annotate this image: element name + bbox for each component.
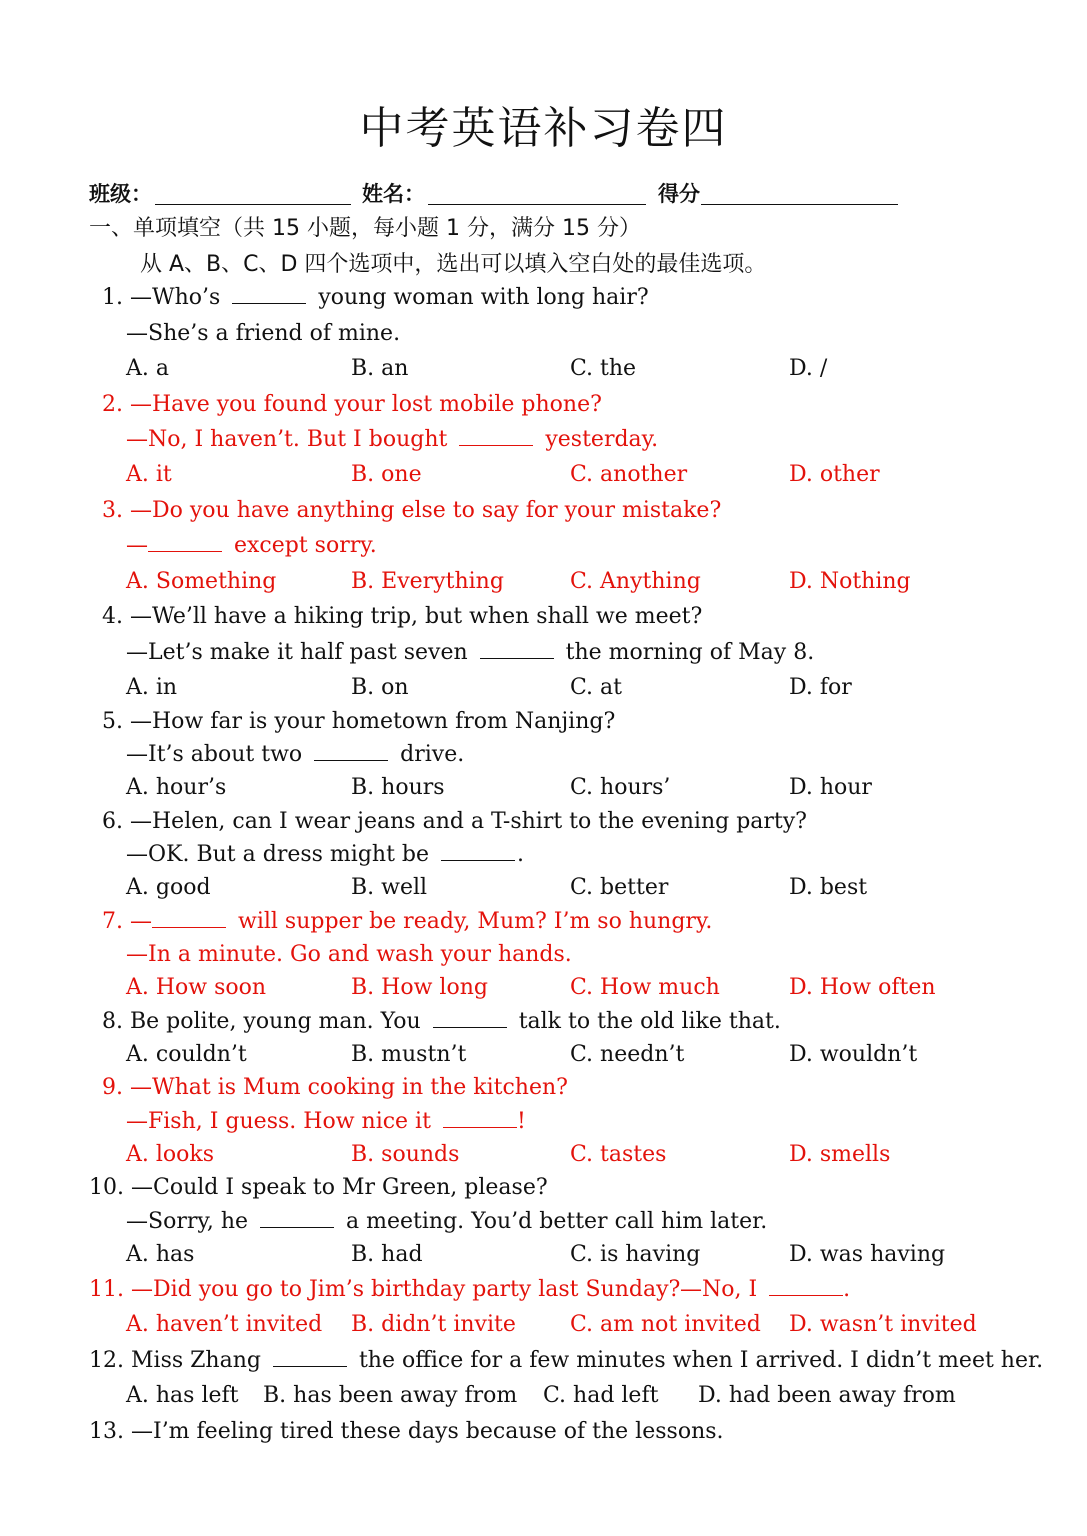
option-d[interactable]: D. Nothing: [789, 569, 911, 594]
option-a[interactable]: A. looks: [126, 1142, 215, 1167]
option-d[interactable]: D. wasn’t invited: [789, 1312, 977, 1337]
option-c[interactable]: C. another: [570, 462, 688, 487]
option-b[interactable]: B. How long: [351, 975, 488, 1000]
option-a[interactable]: A. it: [126, 462, 172, 487]
option-b[interactable]: B. had: [351, 1242, 423, 1267]
option-c[interactable]: C. at: [570, 675, 622, 700]
student-info-row: [89, 178, 989, 210]
option-c[interactable]: C. needn’t: [570, 1042, 685, 1067]
answer-blank[interactable]: [459, 427, 533, 446]
option-b[interactable]: B. well: [351, 875, 428, 900]
option-c[interactable]: C. tastes: [570, 1142, 667, 1167]
option-b[interactable]: B. sounds: [351, 1142, 460, 1167]
question-3-line-1: 3. —Do you have anything else to say for your mistake?: [102, 498, 722, 523]
question-5-line-2: —It’s about two drive.: [126, 742, 465, 767]
option-b[interactable]: B. an: [351, 356, 409, 381]
question-7-line-2: —In a minute. Go and wash your hands.: [126, 942, 572, 967]
option-b[interactable]: B. on: [351, 675, 409, 700]
option-a[interactable]: A. How soon: [126, 975, 267, 1000]
option-d[interactable]: D. other: [789, 462, 880, 487]
question-6-line-1: 6. —Helen, can I wear jeans and a T-shirt to the evening party?: [102, 809, 807, 834]
option-a[interactable]: A. hour’s: [126, 775, 227, 800]
option-b[interactable]: B. didn’t invite: [351, 1312, 516, 1337]
question-8-line-1: 8. Be polite, young man. You talk to the old like that.: [102, 1009, 781, 1034]
question-11-response: —No, I .: [680, 1277, 851, 1302]
option-c[interactable]: C. had left: [543, 1383, 659, 1408]
name-blank[interactable]: [428, 204, 646, 205]
question-10-line-2: —Sorry, he a meeting. You’d better call him later.: [126, 1209, 768, 1234]
answer-blank[interactable]: [433, 1009, 507, 1028]
option-d[interactable]: D. smells: [789, 1142, 891, 1167]
answer-blank[interactable]: [152, 909, 226, 928]
question-7-line-1: 7. — will supper be ready, Mum? I’m so hungry.: [102, 909, 713, 934]
option-d[interactable]: D. best: [789, 875, 868, 900]
option-a[interactable]: A. a: [126, 356, 169, 381]
question-2-line-2: —No, I haven’t. But I bought yesterday.: [126, 427, 659, 452]
name-label: 姓名：: [362, 182, 425, 206]
answer-blank[interactable]: [148, 533, 222, 552]
question-13-line-1: 13. —I’m feeling tired these days because of the lessons.: [89, 1419, 724, 1444]
option-c[interactable]: C. Anything: [570, 569, 701, 594]
question-6-line-2: —OK. But a dress might be .: [126, 842, 525, 867]
question-12-line-1: 12. Miss Zhang the office for a few minutes when I arrived. I didn’t meet her.: [89, 1348, 1044, 1373]
class-blank[interactable]: [155, 204, 351, 205]
answer-blank[interactable]: [443, 1109, 517, 1128]
question-2-line-1: 2. —Have you found your lost mobile phone?: [102, 392, 602, 417]
answer-blank[interactable]: [260, 1209, 334, 1228]
option-a[interactable]: A. in: [126, 675, 178, 700]
question-1-line-1: 1. —Who’s young woman with long hair?: [102, 285, 649, 310]
option-c[interactable]: C. How much: [570, 975, 720, 1000]
question-3-line-2: — except sorry.: [126, 533, 377, 558]
option-d[interactable]: D. hour: [789, 775, 872, 800]
option-c[interactable]: C. am not invited: [570, 1312, 761, 1337]
question-4-line-1: 4. —We’ll have a hiking trip, but when shall we meet?: [102, 604, 703, 629]
score-label: 得分: [658, 182, 700, 206]
section-heading: 一、单项填空（共 15 小题，每小题 1 分，满分 15 分）: [89, 216, 641, 241]
option-d[interactable]: D. for: [789, 675, 852, 700]
option-c[interactable]: C. the: [570, 356, 637, 381]
answer-blank[interactable]: [273, 1348, 347, 1367]
option-c[interactable]: C. better: [570, 875, 669, 900]
option-b[interactable]: B. Everything: [351, 569, 504, 594]
page-title: 中考英语补习卷四: [359, 103, 728, 154]
option-a[interactable]: A. Something: [126, 569, 277, 594]
question-9-line-1: 9. —What is Mum cooking in the kitchen?: [102, 1075, 568, 1100]
option-c[interactable]: C. hours’: [570, 775, 671, 800]
option-c[interactable]: C. is having: [570, 1242, 701, 1267]
answer-blank[interactable]: [480, 640, 554, 659]
question-4-line-2: —Let’s make it half past seven the morning of May 8.: [126, 640, 815, 665]
answer-blank[interactable]: [441, 842, 515, 861]
answer-blank[interactable]: [314, 742, 388, 761]
answer-blank[interactable]: [232, 285, 306, 304]
option-d[interactable]: D. was having: [789, 1242, 946, 1267]
option-b[interactable]: B. hours: [351, 775, 445, 800]
question-5-line-1: 5. —How far is your hometown from Nanjing?: [102, 709, 616, 734]
class-label: 班级：: [89, 182, 152, 206]
option-d[interactable]: D. had been away from: [698, 1383, 956, 1408]
option-d[interactable]: D. How often: [789, 975, 936, 1000]
option-b[interactable]: B. has been away from: [263, 1383, 518, 1408]
option-a[interactable]: A. good: [126, 875, 211, 900]
option-d[interactable]: D. wouldn’t: [789, 1042, 918, 1067]
question-11-line-1: 11. —Did you go to Jim’s birthday party last Sunday?: [89, 1277, 681, 1302]
option-b[interactable]: B. one: [351, 462, 422, 487]
question-9-line-2: —Fish, I guess. How nice it !: [126, 1109, 526, 1134]
section-instruction: 从 A、B、C、D 四个选项中，选出可以填入空白处的最佳选项。: [140, 252, 767, 277]
option-d[interactable]: D. /: [789, 356, 828, 381]
answer-blank[interactable]: [769, 1277, 843, 1296]
option-a[interactable]: A. has left: [126, 1383, 239, 1408]
score-blank[interactable]: [701, 204, 898, 205]
question-1-line-2: —She’s a friend of mine.: [126, 321, 401, 346]
option-b[interactable]: B. mustn’t: [351, 1042, 467, 1067]
option-a[interactable]: A. has: [126, 1242, 195, 1267]
question-10-line-1: 10. —Could I speak to Mr Green, please?: [89, 1175, 548, 1200]
option-a[interactable]: A. couldn’t: [126, 1042, 247, 1067]
option-a[interactable]: A. haven’t invited: [126, 1312, 323, 1337]
